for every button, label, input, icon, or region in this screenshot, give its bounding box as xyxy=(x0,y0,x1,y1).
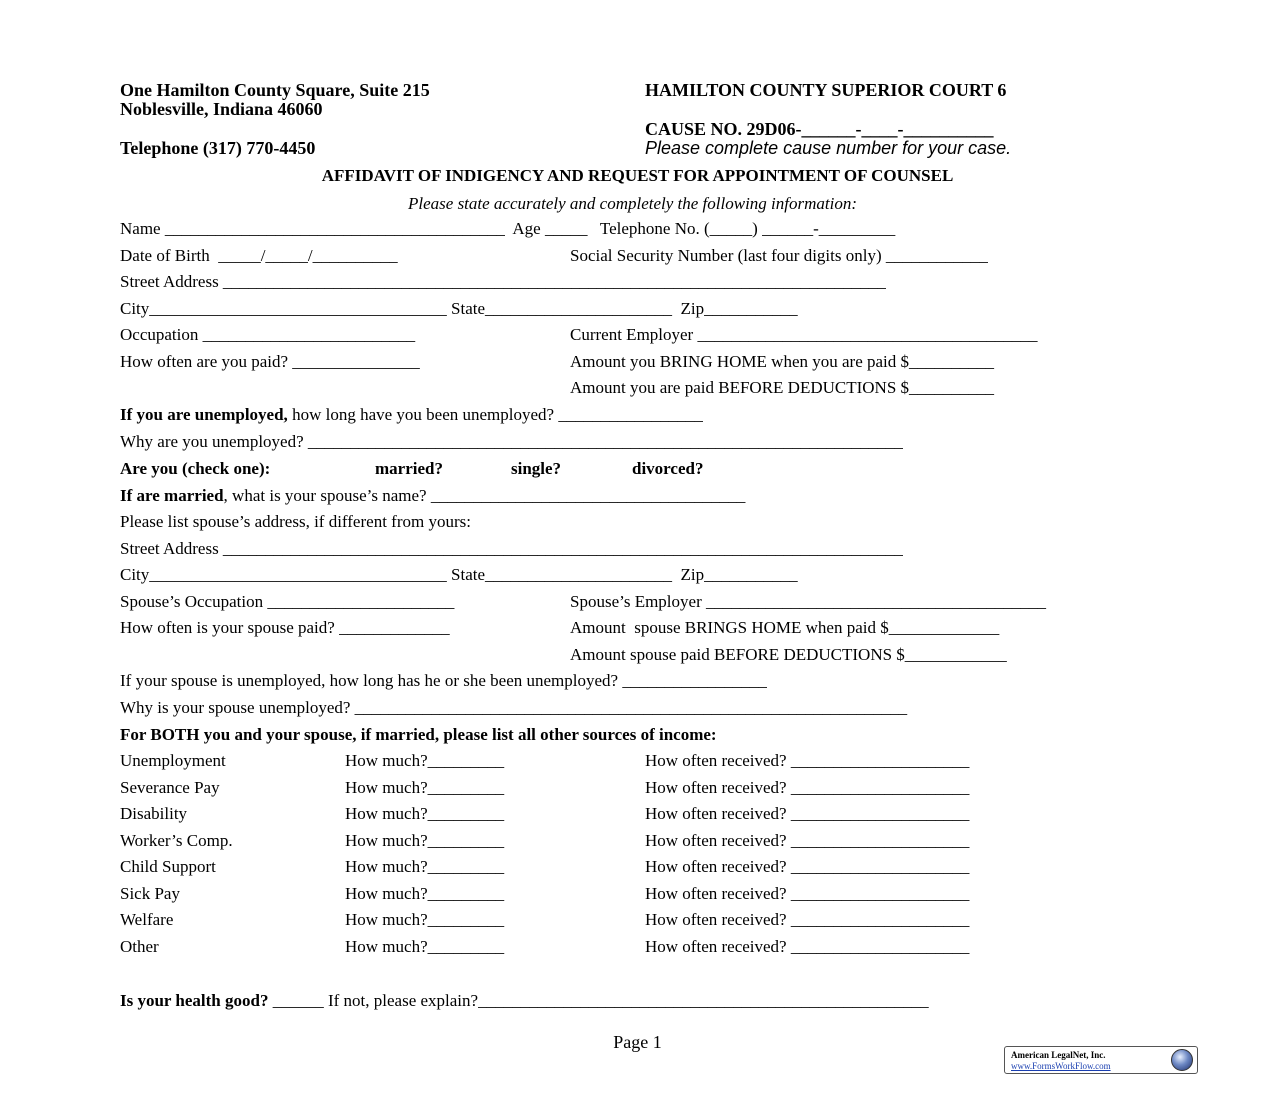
spouse-address-prompt: Please list spouse’s address, if different from yours: xyxy=(120,512,471,531)
unemployed-reason-field[interactable]: Why are you unemployed? ______________________________________________________________________ xyxy=(120,432,903,451)
income-amount-field[interactable]: How much?_________ xyxy=(345,937,505,956)
income-label: Severance Pay xyxy=(120,778,220,797)
date-of-birth-field[interactable]: Date of Birth _____/_____/__________ xyxy=(120,246,398,265)
legalnet-logo[interactable] xyxy=(1004,1046,1198,1074)
court-address-line1: One Hamilton County Square, Suite 215 xyxy=(120,80,430,100)
unemployed-label: If you are unemployed, xyxy=(120,405,288,424)
income-frequency-field[interactable]: How often received? _____________________ xyxy=(645,884,970,903)
logo-website-link[interactable]: www.FormsWorkFlow.com xyxy=(1011,1061,1111,1071)
cause-number-field[interactable]: CAUSE NO. 29D06-______-____-__________ xyxy=(645,119,994,139)
marital-option-married[interactable]: married? xyxy=(375,459,443,478)
income-frequency-field[interactable]: How often received? _____________________ xyxy=(645,857,970,876)
income-frequency-field[interactable]: How often received? _____________________ xyxy=(645,778,970,797)
income-label: Sick Pay xyxy=(120,884,180,903)
logo-company-name: American LegalNet, Inc. xyxy=(1011,1050,1106,1060)
cause-number-note: Please complete cause number for your case. xyxy=(645,138,1012,158)
gross-pay-field[interactable]: Amount you are paid BEFORE DEDUCTIONS $__________ xyxy=(570,378,995,397)
spouse-gross-pay-field[interactable]: Amount spouse paid BEFORE DEDUCTIONS $____________ xyxy=(570,645,1007,664)
spouse-occupation-field[interactable]: Spouse’s Occupation ______________________ xyxy=(120,592,455,611)
name-age-phone-fields[interactable]: Name ________________________________________ Age _____ Telephone No. (_____) ______-_________ xyxy=(120,219,896,238)
spouse-pay-frequency-field[interactable]: How often is your spouse paid? _____________ xyxy=(120,618,450,637)
street-address-field[interactable]: Street Address ______________________________________________________________________________ xyxy=(120,272,886,291)
income-amount-field[interactable]: How much?_________ xyxy=(345,751,505,770)
income-label: Welfare xyxy=(120,910,174,929)
income-label: Worker’s Comp. xyxy=(120,831,233,850)
income-label: Child Support xyxy=(120,857,216,876)
spouse-street-field[interactable]: Street Address ________________________________________________________________________________ xyxy=(120,539,903,558)
spouse-name-field[interactable] xyxy=(120,486,745,506)
income-amount-field[interactable]: How much?_________ xyxy=(345,804,505,823)
occupation-field[interactable]: Occupation _________________________ xyxy=(120,325,416,344)
spouse-city-state-zip-fields[interactable]: City___________________________________ State______________________ Zip___________ xyxy=(120,565,798,584)
income-amount-field[interactable]: How much?_________ xyxy=(345,910,505,929)
income-frequency-field[interactable]: How often received? _____________________ xyxy=(645,804,970,823)
income-frequency-field[interactable]: How often received? _____________________ xyxy=(645,831,970,850)
income-label: Disability xyxy=(120,804,188,823)
marital-status-label: Are you (check one): xyxy=(120,459,271,478)
spouse-unemployed-reason-field[interactable]: Why is your spouse unemployed? _________________________________________________________________ xyxy=(120,698,908,717)
other-income-heading: For BOTH you and your spouse, if married, please list all other sources of income: xyxy=(120,725,717,744)
spouse-employer-field[interactable]: Spouse’s Employer ________________________________________ xyxy=(570,592,1046,611)
health-explain: ______ If not, please explain?_____________________________________________________ xyxy=(268,991,929,1010)
income-label: Unemployment xyxy=(120,751,226,770)
income-amount-field[interactable]: How much?_________ xyxy=(345,857,505,876)
income-frequency-field[interactable]: How often received? _____________________ xyxy=(645,910,970,929)
marital-option-single[interactable]: single? xyxy=(511,459,562,478)
court-telephone: Telephone (317) 770-4450 xyxy=(120,138,316,158)
marital-option-divorced[interactable]: divorced? xyxy=(632,459,704,478)
unemployed-duration-field[interactable] xyxy=(120,405,703,425)
spouse-unemployed-duration-field[interactable]: If your spouse is unemployed, how long has he or she been unemployed? _________________ xyxy=(120,671,767,690)
spouse-name-label: If are married xyxy=(120,486,224,505)
page-number: Page 1 xyxy=(613,1032,662,1052)
income-amount-field[interactable]: How much?_________ xyxy=(345,778,505,797)
document-subtitle: Please state accurately and completely the following information: xyxy=(408,194,857,213)
court-name: HAMILTON COUNTY SUPERIOR COURT 6 xyxy=(645,80,1007,100)
globe-icon xyxy=(1171,1049,1193,1071)
court-address-line2: Noblesville, Indiana 46060 xyxy=(120,99,323,119)
take-home-pay-field[interactable]: Amount you BRING HOME when you are paid $__________ xyxy=(570,352,995,371)
income-frequency-field[interactable]: How often received? _____________________ xyxy=(645,937,970,956)
income-label: Other xyxy=(120,937,159,956)
current-employer-field[interactable]: Current Employer ________________________________________ xyxy=(570,325,1038,344)
income-amount-field[interactable]: How much?_________ xyxy=(345,831,505,850)
income-frequency-field[interactable]: How often received? _____________________ xyxy=(645,751,970,770)
health-field[interactable] xyxy=(120,991,929,1011)
income-amount-field[interactable]: How much?_________ xyxy=(345,884,505,903)
document-title: AFFIDAVIT OF INDIGENCY AND REQUEST FOR APPOINTMENT OF COUNSEL xyxy=(321,166,954,185)
spouse-name-question: , what is your spouse’s name? _____________________________________ xyxy=(223,486,746,505)
spouse-take-home-field[interactable]: Amount spouse BRINGS HOME when paid $_____________ xyxy=(570,618,1000,637)
pay-frequency-field[interactable]: How often are you paid? _______________ xyxy=(120,352,420,371)
city-state-zip-fields[interactable]: City___________________________________ State______________________ Zip___________ xyxy=(120,299,798,318)
ssn-field[interactable]: Social Security Number (last four digits only) ____________ xyxy=(570,246,988,265)
health-question: Is your health good? xyxy=(120,991,269,1010)
unemployed-question: how long have you been unemployed? _________________ xyxy=(287,405,703,424)
